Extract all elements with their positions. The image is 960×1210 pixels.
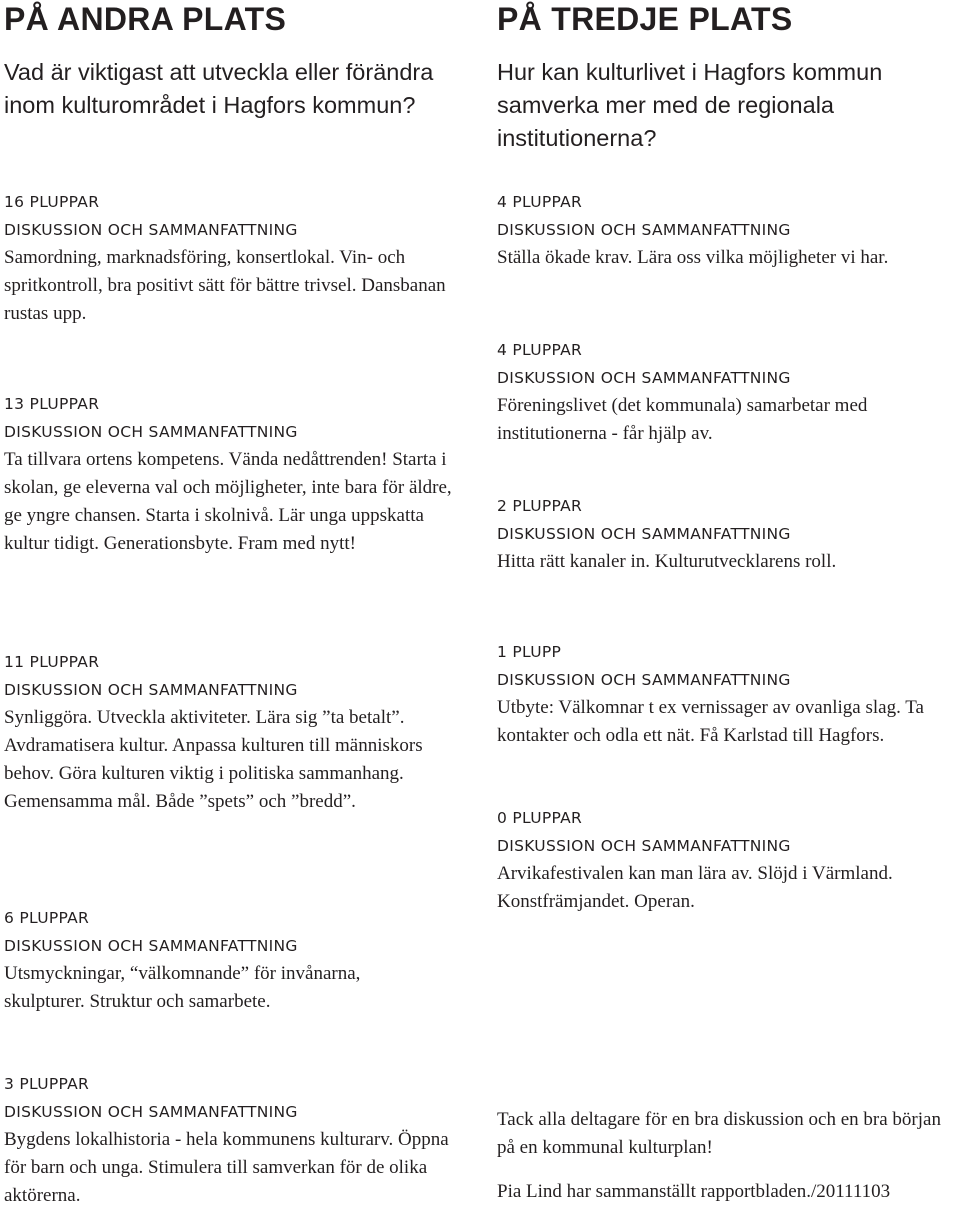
vote-count: 3 PLUPPAR [4, 1075, 90, 1093]
right-item-4 [497, 638, 959, 750]
section-label: DISKUSSION OCH SAMMANFATTNING [497, 525, 791, 543]
section-label: DISKUSSION OCH SAMMANFATTNING [4, 221, 298, 239]
vote-count: 2 PLUPPAR [497, 497, 583, 515]
signature: Pia Lind har sammanställt rapportbladen./20111103 [497, 1181, 891, 1202]
item-text: Bygdens lokalhistoria - hela kommunens kulturarv. Öppna för barn och unga. Stimulera till samverkan för de olika aktörerna. [4, 1129, 449, 1206]
right-question: Hur kan kulturlivet i Hagfors kommun samverka mer med de regionala institutionerna? [497, 59, 883, 151]
item-text: Synliggöra. Utveckla aktiviteter. Lära sig ”ta betalt”. Avdramatisera kultur. Anpassa kulturen till människors behov. Göra kulturen viktig i politiska sammanhang. Gemensamma mål. Både ”spets” och ”bredd”. [4, 707, 423, 812]
section-label: DISKUSSION OCH SAMMANFATTNING [4, 937, 298, 955]
section-label: DISKUSSION OCH SAMMANFATTNING [497, 671, 791, 689]
item-text: Samordning, marknadsföring, konsertlokal. Vin- och spritkontroll, bra positivt sätt för bättre trivsel. Dansbanan rustas upp. [4, 247, 446, 324]
thanks-note: Tack alla deltagare för en bra diskussion och en bra början på en kommunal kulturplan! [497, 1109, 941, 1158]
vote-count: 11 PLUPPAR [4, 653, 100, 671]
vote-count: 0 PLUPPAR [497, 809, 583, 827]
item-text: Ställa ökade krav. Lära oss vilka möjligheter vi har. [497, 247, 889, 268]
section-label: DISKUSSION OCH SAMMANFATTNING [497, 837, 791, 855]
left-item-2 [4, 390, 466, 558]
right-heading: PÅ TREDJE PLATS [497, 1, 793, 37]
right-item-1 [497, 188, 959, 272]
item-text: Arvikafestivalen kan man lära av. Slöjd i Värmland. Konstfrämjandet. Operan. [497, 863, 893, 912]
left-item-5 [4, 1070, 466, 1210]
vote-count: 1 PLUPP [497, 643, 562, 661]
right-item-5 [497, 804, 959, 916]
left-item-3 [4, 648, 466, 816]
right-intro [497, 0, 959, 155]
left-item-1 [4, 188, 466, 328]
closing [497, 1106, 959, 1206]
section-label: DISKUSSION OCH SAMMANFATTNING [497, 369, 791, 387]
vote-count: 13 PLUPPAR [4, 395, 100, 413]
item-text: Ta tillvara ortens kompetens. Vända nedåttrenden! Starta i skolan, ge eleverna val och möjligheter, inte bara för äldre, ge yngre chansen. Starta i skolnivå. Lär unga uppskatta kultur tidigt. Generationsbyte. Fram med nytt! [4, 449, 452, 554]
vote-count: 4 PLUPPAR [497, 193, 583, 211]
section-label: DISKUSSION OCH SAMMANFATTNING [497, 221, 791, 239]
vote-count: 16 PLUPPAR [4, 193, 100, 211]
item-text: Utsmyckningar, “välkomnande” för invånarna, skulpturer. Struktur och samarbete. [4, 963, 361, 1012]
item-text: Utbyte: Välkomnar t ex vernissager av ovanliga slag. Ta kontakter och odla ett nät. Få Karlstad till Hagfors. [497, 697, 924, 746]
section-label: DISKUSSION OCH SAMMANFATTNING [4, 681, 298, 699]
right-item-3 [497, 492, 959, 576]
vote-count: 6 PLUPPAR [4, 909, 90, 927]
left-intro [4, 0, 466, 122]
section-label: DISKUSSION OCH SAMMANFATTNING [4, 1103, 298, 1121]
item-text: Föreningslivet (det kommunala) samarbetar med institutionerna - får hjälp av. [497, 395, 868, 444]
item-text: Hitta rätt kanaler in. Kulturutvecklarens roll. [497, 551, 837, 572]
left-question: Vad är viktigast att utveckla eller förändra inom kulturområdet i Hagfors kommun? [4, 59, 434, 118]
section-label: DISKUSSION OCH SAMMANFATTNING [4, 423, 298, 441]
left-item-4 [4, 904, 466, 1016]
left-heading: PÅ ANDRA PLATS [4, 1, 287, 37]
vote-count: 4 PLUPPAR [497, 341, 583, 359]
right-item-2 [497, 336, 959, 448]
